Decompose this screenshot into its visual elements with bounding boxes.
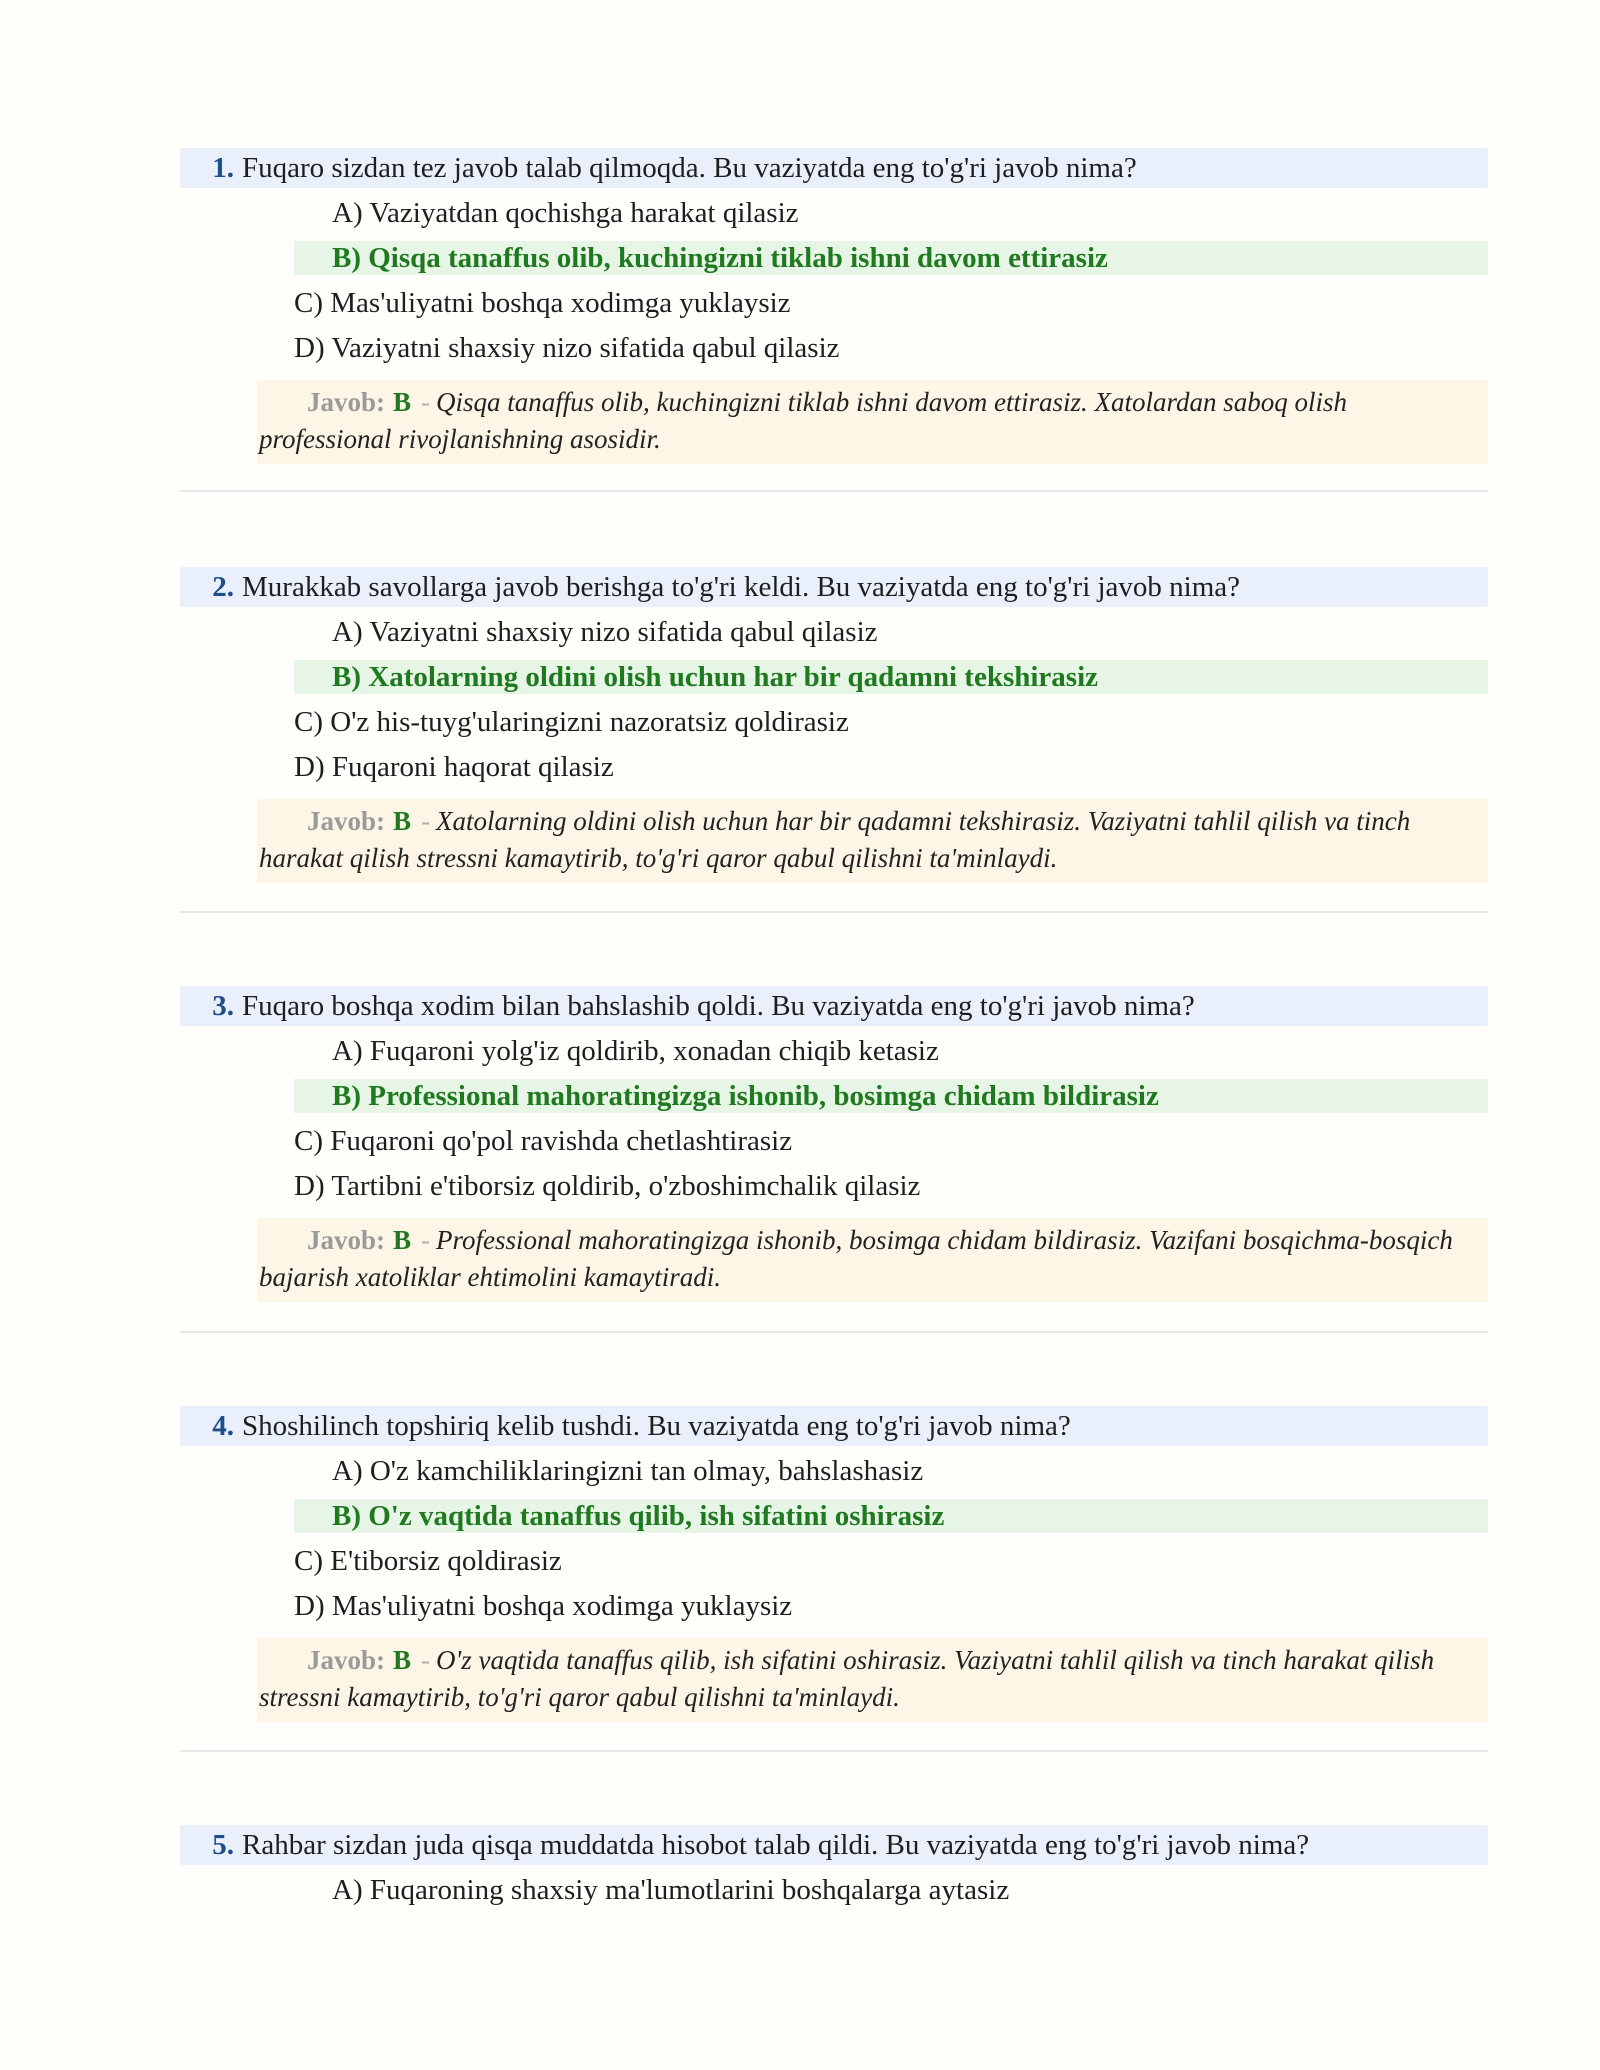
question-header <box>180 1825 1488 1865</box>
option-b-correct: B) Xatolarning oldini olish uchun har bir qadamni tekshirasiz <box>294 660 1488 694</box>
answer-label: Javob: <box>307 1225 386 1255</box>
option-d: D) Tartibni e'tiborsiz qoldirib, o'zboshimchalik qilasiz <box>294 1170 921 1202</box>
answer-dash: - <box>421 806 431 836</box>
answer-dash: - <box>421 1645 431 1675</box>
answer-letter: B <box>393 1225 412 1255</box>
answer-label: Javob: <box>307 387 386 417</box>
answer-label: Javob: <box>307 806 386 836</box>
answer-letter: B <box>393 806 412 836</box>
question-number: 1. <box>212 151 234 184</box>
question-header <box>180 1406 1488 1446</box>
answer-dash: - <box>421 387 431 417</box>
option-a: A) Vaziyatdan qochishga harakat qilasiz <box>332 197 799 229</box>
question-text: Shoshilinch topshiriq kelib tushdi. Bu vaziyatda eng to'g'ri javob nima? <box>242 1409 1071 1442</box>
question-text: Fuqaro boshqa xodim bilan bahslashib qoldi. Bu vaziyatda eng to'g'ri javob nima? <box>242 989 1195 1022</box>
option-c: C) Fuqaroni qo'pol ravishda chetlashtirasiz <box>294 1125 793 1157</box>
answer-text: O'z vaqtida tanaffus qilib, ish sifatini oshirasiz. Vaziyatni tahlil qilish va tinch harakat qilish stressni kamaytirib, to'g'ri qaror qabul qilishni ta'minlaydi. <box>259 1645 1435 1712</box>
question-text: Fuqaro sizdan tez javob talab qilmoqda. Bu vaziyatda eng to'g'ri javob nima? <box>242 151 1137 184</box>
question-block <box>180 567 1488 883</box>
option-c: C) Mas'uliyatni boshqa xodimga yuklaysiz <box>294 287 791 319</box>
answer-letter: B <box>393 1645 412 1675</box>
answer-explanation <box>257 799 1488 883</box>
divider <box>180 490 1488 492</box>
option-d: D) Mas'uliyatni boshqa xodimga yuklaysiz <box>294 1590 793 1622</box>
option-a: A) O'z kamchiliklaringizni tan olmay, bahslashasiz <box>332 1455 924 1487</box>
question-header <box>180 986 1488 1026</box>
question-text: Murakkab savollarga javob berishga to'g'ri keldi. Bu vaziyatda eng to'g'ri javob nima? <box>242 570 1241 603</box>
option-b-correct: B) O'z vaqtida tanaffus qilib, ish sifatini oshirasiz <box>294 1499 1488 1533</box>
divider <box>180 911 1488 913</box>
question-number: 5. <box>212 1828 234 1861</box>
divider <box>180 1750 1488 1752</box>
answer-label: Javob: <box>307 1645 386 1675</box>
option-b-correct: B) Qisqa tanaffus olib, kuchingizni tiklab ishni davom ettirasiz <box>294 241 1488 275</box>
option-a: A) Vaziyatni shaxsiy nizo sifatida qabul qilasiz <box>332 616 878 648</box>
option-c: C) O'z his-tuyg'ularingizni nazoratsiz qoldirasiz <box>294 706 849 738</box>
option-c: C) E'tiborsiz qoldirasiz <box>294 1545 562 1577</box>
divider <box>180 1331 1488 1333</box>
question-number: 3. <box>212 989 234 1022</box>
option-d: D) Vaziyatni shaxsiy nizo sifatida qabul qilasiz <box>294 332 840 364</box>
question-header <box>180 148 1488 188</box>
question-text: Rahbar sizdan juda qisqa muddatda hisobot talab qildi. Bu vaziyatda eng to'g'ri javob nima? <box>242 1828 1310 1861</box>
option-a: A) Fuqaroni yolg'iz qoldirib, xonadan chiqib ketasiz <box>332 1035 939 1067</box>
question-block <box>180 1825 1488 1910</box>
answer-explanation <box>257 1218 1488 1302</box>
question-block <box>180 148 1488 464</box>
option-a: A) Fuqaroning shaxsiy ma'lumotlarini boshqalarga aytasiz <box>332 1874 1010 1906</box>
question-header <box>180 567 1488 607</box>
option-d: D) Fuqaroni haqorat qilasiz <box>294 751 614 783</box>
answer-text: Xatolarning oldini olish uchun har bir qadamni tekshirasiz. Vaziyatni tahlil qilish va tinch harakat qilish stressni kamaytirib, to'g'ri qaror qabul qilishni ta'minlaydi. <box>259 806 1411 873</box>
question-number: 2. <box>212 570 234 603</box>
question-block <box>180 986 1488 1302</box>
answer-explanation <box>257 1638 1488 1722</box>
answer-dash: - <box>421 1225 431 1255</box>
question-number: 4. <box>212 1409 234 1442</box>
answer-letter: B <box>393 387 412 417</box>
option-b-correct: B) Professional mahoratingizga ishonib, bosimga chidam bildirasiz <box>294 1079 1488 1113</box>
answer-text: Professional mahoratingizga ishonib, bosimga chidam bildirasiz. Vazifani bosqichma-bosqich bajarish xatoliklar ehtimolini kamaytiradi. <box>259 1225 1453 1292</box>
answer-explanation <box>257 380 1488 464</box>
question-block <box>180 1406 1488 1722</box>
answer-text: Qisqa tanaffus olib, kuchingizni tiklab ishni davom ettirasiz. Xatolardan saboq olish professional rivojlanishning asosidir. <box>259 387 1348 454</box>
